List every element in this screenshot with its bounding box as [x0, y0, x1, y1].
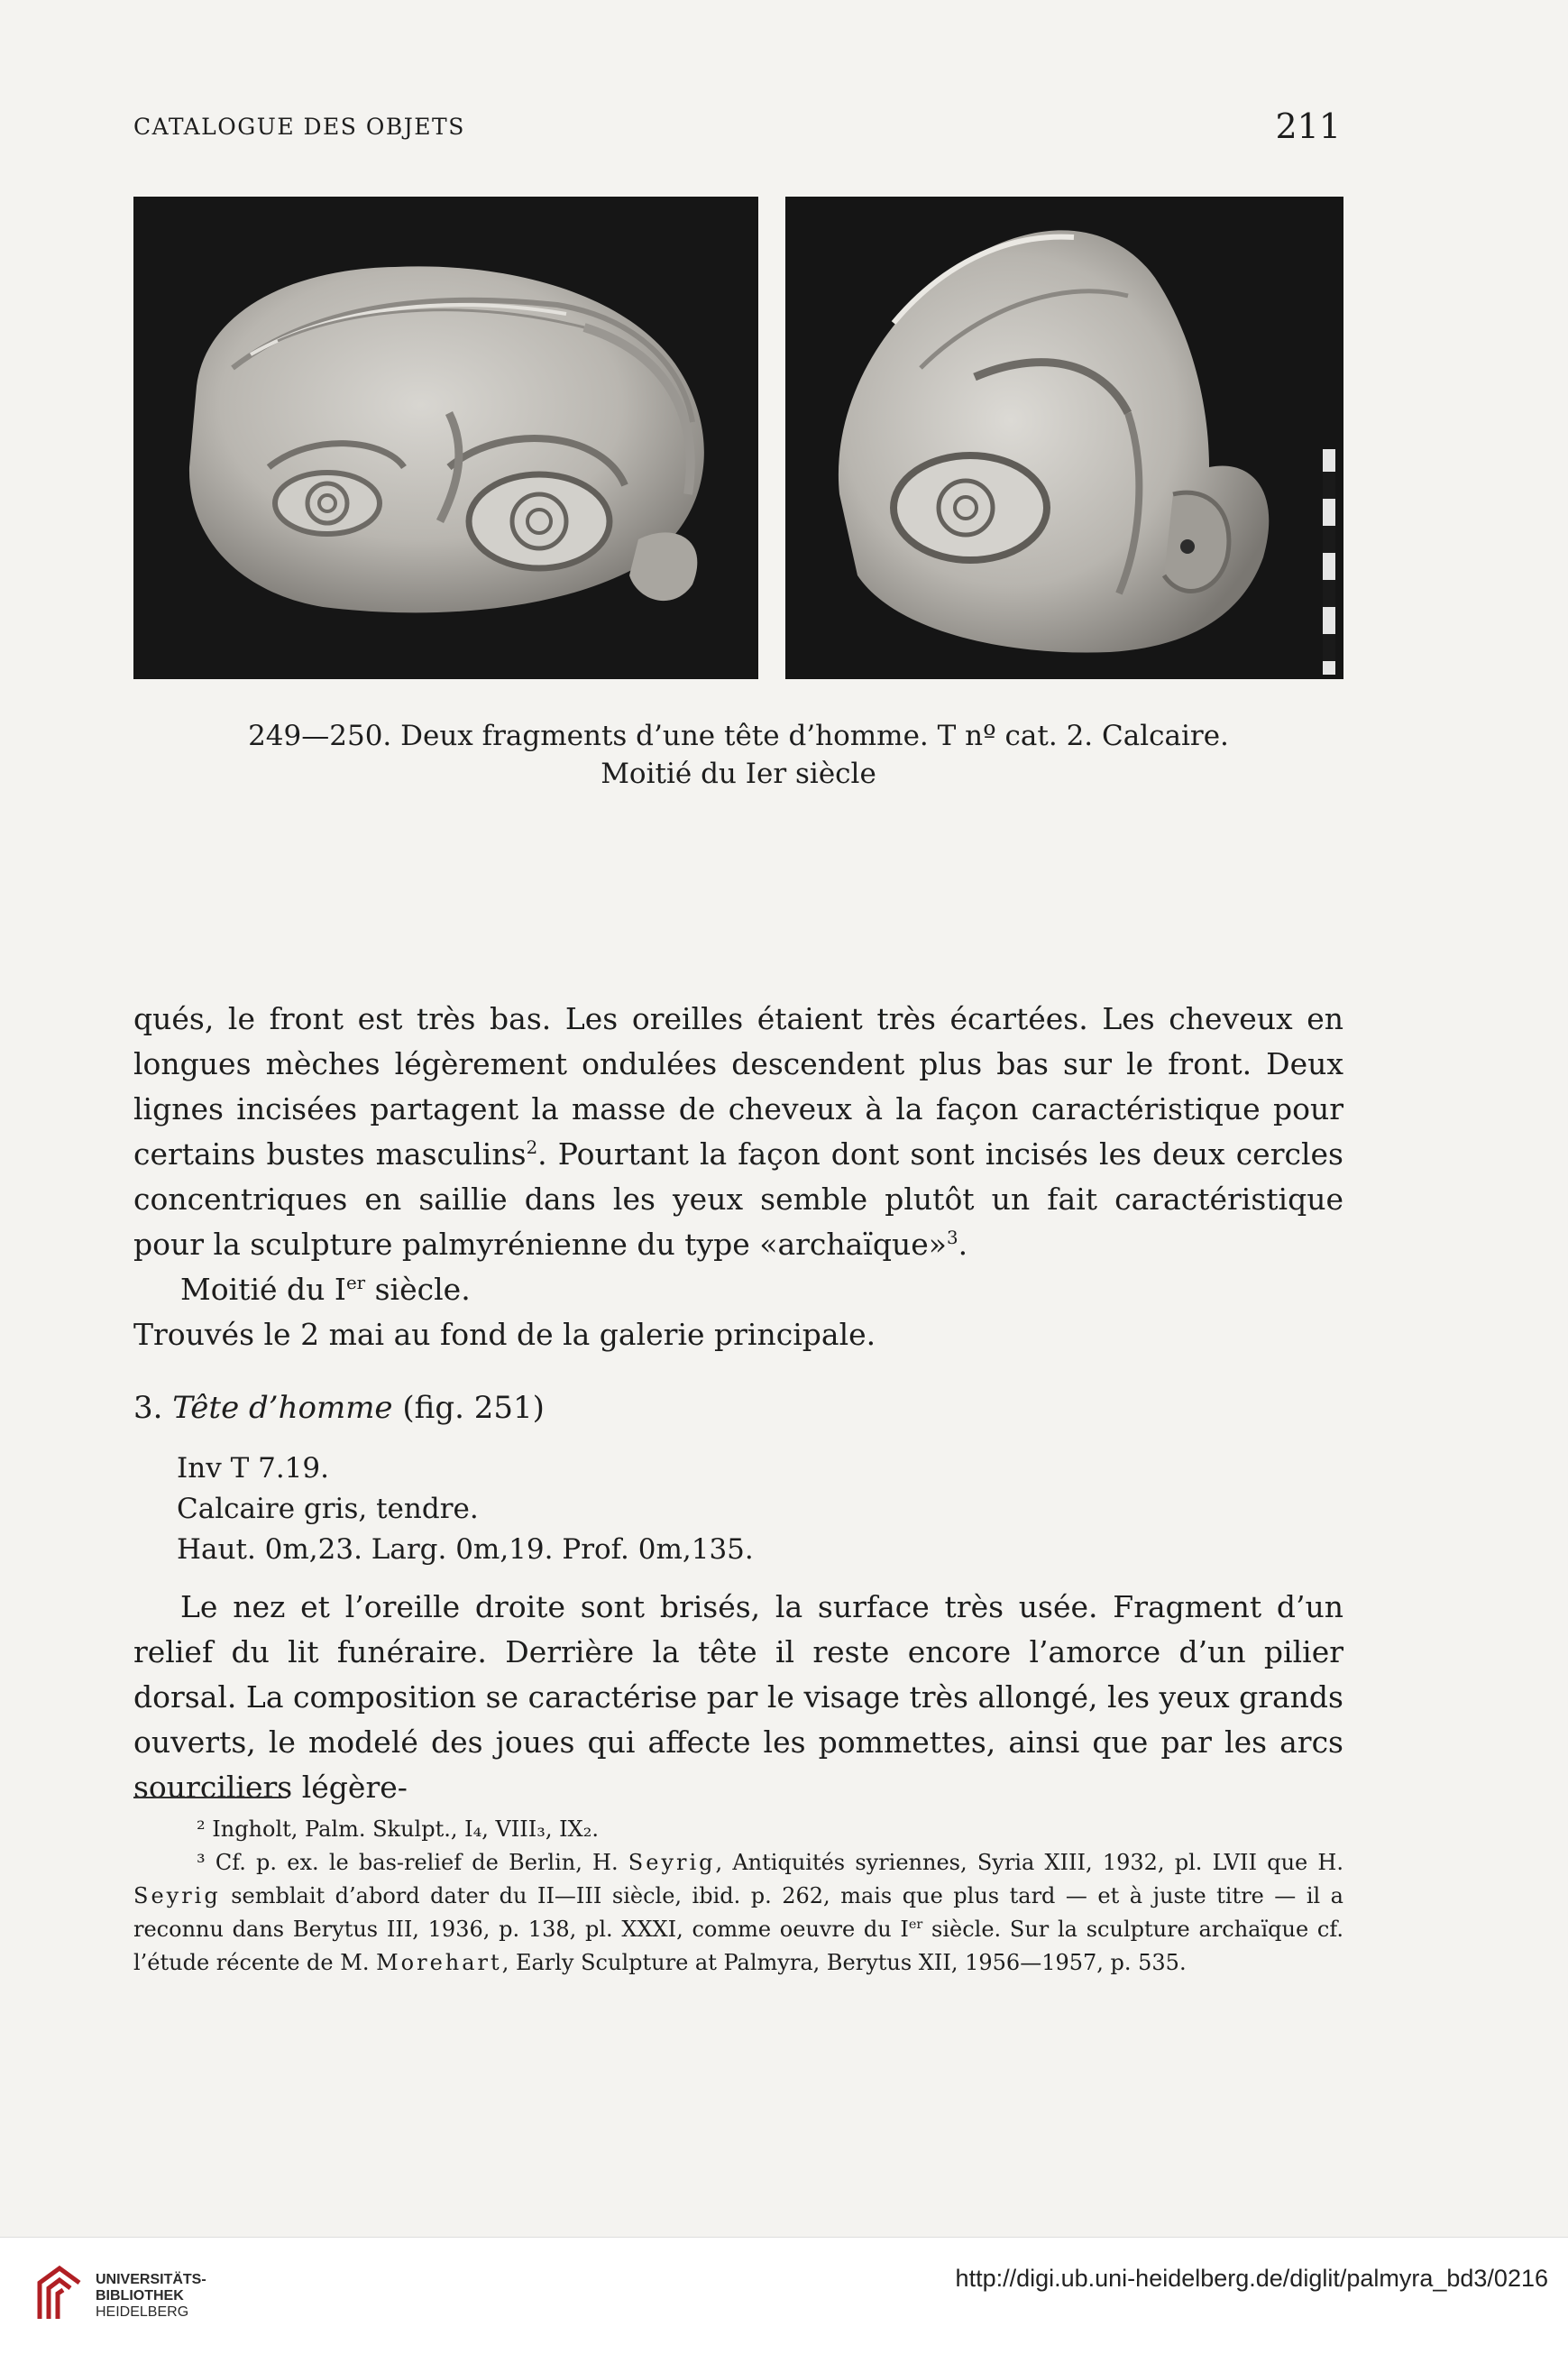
- library-footer: [0, 2237, 1568, 2354]
- entry-number: 3.: [133, 1390, 163, 1426]
- footnote-ref-3: 3: [946, 1228, 958, 1248]
- entry-metadata: [177, 1448, 754, 1570]
- footnote-3: ³ Cf. p. ex. le bas-relief de Berlin, H. Seyrig, Antiquités syriennes, Syria XIII, 1932, pl. LVII que H. Seyrig semblait d’abord dater du II—III siècle, ibid. p. 262, mais que plus tard — et à juste titre — il a reconnu dans Berytus III, 1936, p. 138, pl. XXXI, comme oeuvre du Ier siècle. Sur la sculpture archaïque cf. l’étude récente de M. Morehart, Early Sculpture at Palmyra, Berytus XII, 1956—1957, p. 535.: [133, 1850, 1343, 1975]
- figure-caption: [133, 717, 1343, 793]
- caption-line-2: Moitié du Ier siècle: [601, 758, 876, 790]
- entry-title: Tête d’homme: [172, 1390, 393, 1426]
- footnote-ref-2: 2: [526, 1137, 538, 1158]
- library-logo-icon[interactable]: [32, 2263, 88, 2326]
- material: Calcaire gris, tendre.: [177, 1493, 479, 1525]
- entry-description: Le nez et l’oreille droite sont brisés, la surface très usée. Fragment d’un relief du lit funéraire. Derrière la tête il reste encore l’amorce d’un pilier dorsal. La composition se caractérise par le visage très allongé, les yeux grands ouverts, le modelé des joues qui affecte les pommettes, ainsi que par les arcs sourciliers légère-: [133, 1589, 1343, 1805]
- entry-heading: [133, 1390, 545, 1426]
- paragraph-findspot: Trouvés le 2 mai au fond de la galerie principale.: [133, 1317, 876, 1352]
- sculpture-front-image: [133, 197, 758, 679]
- body-text-upper: [133, 997, 1343, 1357]
- page-number: 211: [1275, 106, 1341, 146]
- running-title: CATALOGUE DES OBJETS: [133, 114, 465, 140]
- source-url-link[interactable]: http://digi.ub.uni-heidelberg.de/diglit/palmyra_bd3/0216: [955, 2265, 1548, 2292]
- inventory-number: Inv T 7.19.: [177, 1452, 329, 1485]
- footnote-2: ² Ingholt, Palm. Skulpt., I₄, VIII₃, IX₂.: [197, 1816, 599, 1842]
- footnotes: [133, 1813, 1343, 1980]
- caption-line-1: 249—250. Deux fragments d’une tête d’homme. T nº cat. 2. Calcaire.: [248, 720, 1229, 752]
- sculpture-profile-image: [785, 197, 1343, 679]
- paragraph-description: qués, le front est très bas. Les oreilles étaient très écartées. Les cheveux en longues mèches légèrement ondulées descendent plus bas sur le front. Deux lignes incisées partagent la masse de cheveux à la façon caractéristique pour certains bustes masculins$^2$. Pourtant la façon dont sont incisés les deux cercles concentriques en saillie dans les yeux semble plutôt un fait caractéristique pour la sculpture palmyrénienne du type «archaïque»$^3$.: [133, 1001, 1343, 1262]
- footnote-rule: [133, 1797, 287, 1798]
- library-name: UNIVERSITÄTS- BIBLIOTHEK HEIDELBERG: [96, 2272, 206, 2320]
- entry-figure-ref: (fig. 251): [402, 1390, 545, 1426]
- dimensions: Haut. 0m,23. Larg. 0m,19. Prof. 0m,135.: [177, 1533, 754, 1566]
- photo-fragment-front: [133, 197, 758, 679]
- paragraph-dating: Moitié du Ier siècle.: [180, 1272, 471, 1307]
- photo-fragment-profile: [785, 197, 1343, 679]
